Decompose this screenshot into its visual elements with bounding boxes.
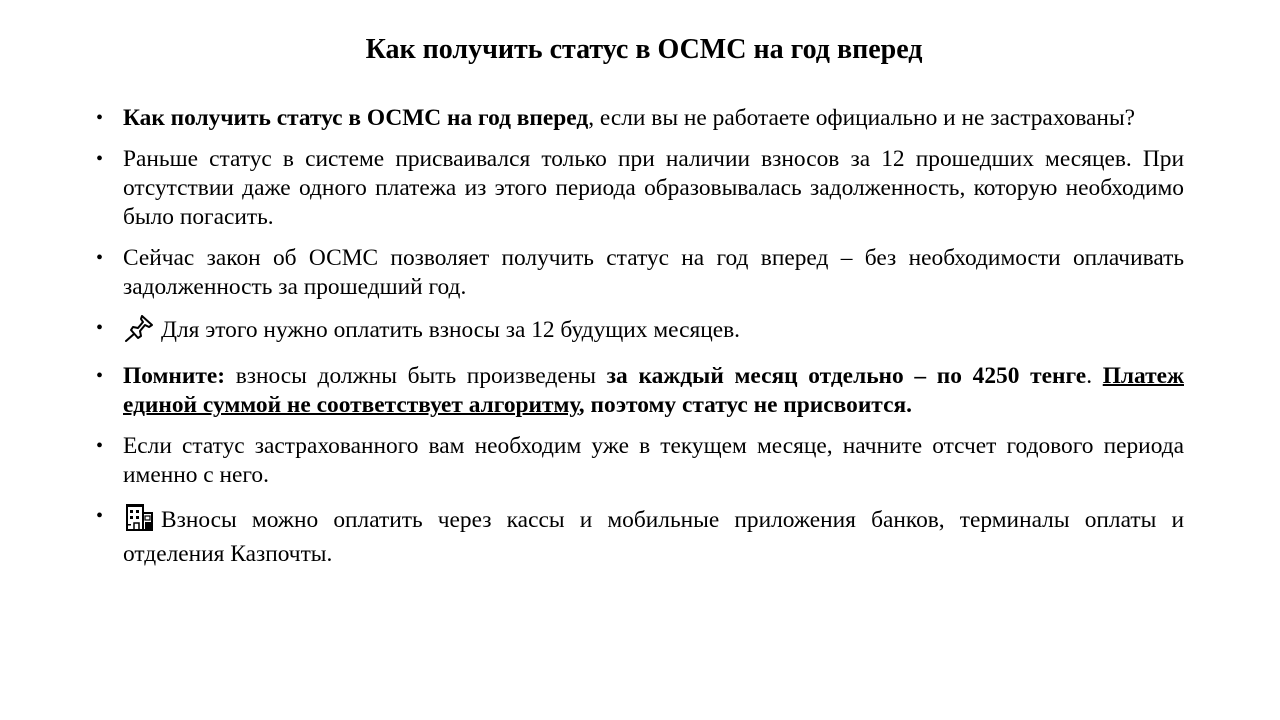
item-text-bold: за каждый месяц отдельно – по 4250 тенге	[606, 363, 1087, 389]
pushpin-icon	[123, 314, 155, 350]
slide-title: Как получить статус в ОСМС на год вперед	[365, 34, 923, 65]
list-item	[96, 145, 1184, 232]
list-item	[96, 362, 1184, 420]
item-text-bold: Помните:	[123, 363, 225, 389]
bullet-marker: •	[96, 505, 104, 527]
list-item	[96, 244, 1184, 302]
list-item	[96, 432, 1184, 490]
office-building-icon	[123, 502, 155, 540]
item-text: , если вы не работаете официально и не застрахованы?	[588, 105, 1136, 131]
bullet-marker: •	[96, 107, 104, 129]
item-text-bold: , поэтому статус не присвоится.	[578, 392, 912, 418]
item-text: Раньше статус в системе присваивался только при наличии взносов за 12 прошедших месяцев. При отсутствии даже одного платежа из этого периода образовывалась задолженность, которую необходимо было погасить.	[123, 146, 1184, 230]
item-text-bold: Как получить статус в ОСМС на год вперед	[123, 105, 589, 131]
bullet-marker: •	[96, 317, 104, 339]
item-text: .	[1086, 363, 1103, 389]
list-item	[96, 502, 1184, 569]
bullet-list	[96, 104, 1184, 581]
item-text: Взносы можно оплатить через кассы и мобильные приложения банков, терминалы оплаты и отделения Казпочты.	[123, 507, 1184, 567]
item-text: Для этого нужно оплатить взносы за 12 будущих месяцев.	[161, 317, 741, 343]
bullet-marker: •	[96, 247, 104, 269]
bullet-marker: •	[96, 435, 104, 457]
item-text: взносы должны быть произведены	[225, 363, 607, 389]
item-text: Сейчас закон об ОСМС позволяет получить статус на год вперед – без необходимости оплачивать задолженность за прошедший год.	[123, 245, 1184, 300]
bullet-marker: •	[96, 148, 104, 170]
list-item	[96, 104, 1184, 133]
bullet-marker: •	[96, 365, 104, 387]
item-text: Если статус застрахованного вам необходим уже в текущем месяце, начните отсчет годового периода именно с него.	[123, 433, 1184, 488]
list-item	[96, 314, 1184, 350]
item-text-bold-underline: Платеж единой суммой не соответствует алгоритму	[123, 363, 1184, 418]
